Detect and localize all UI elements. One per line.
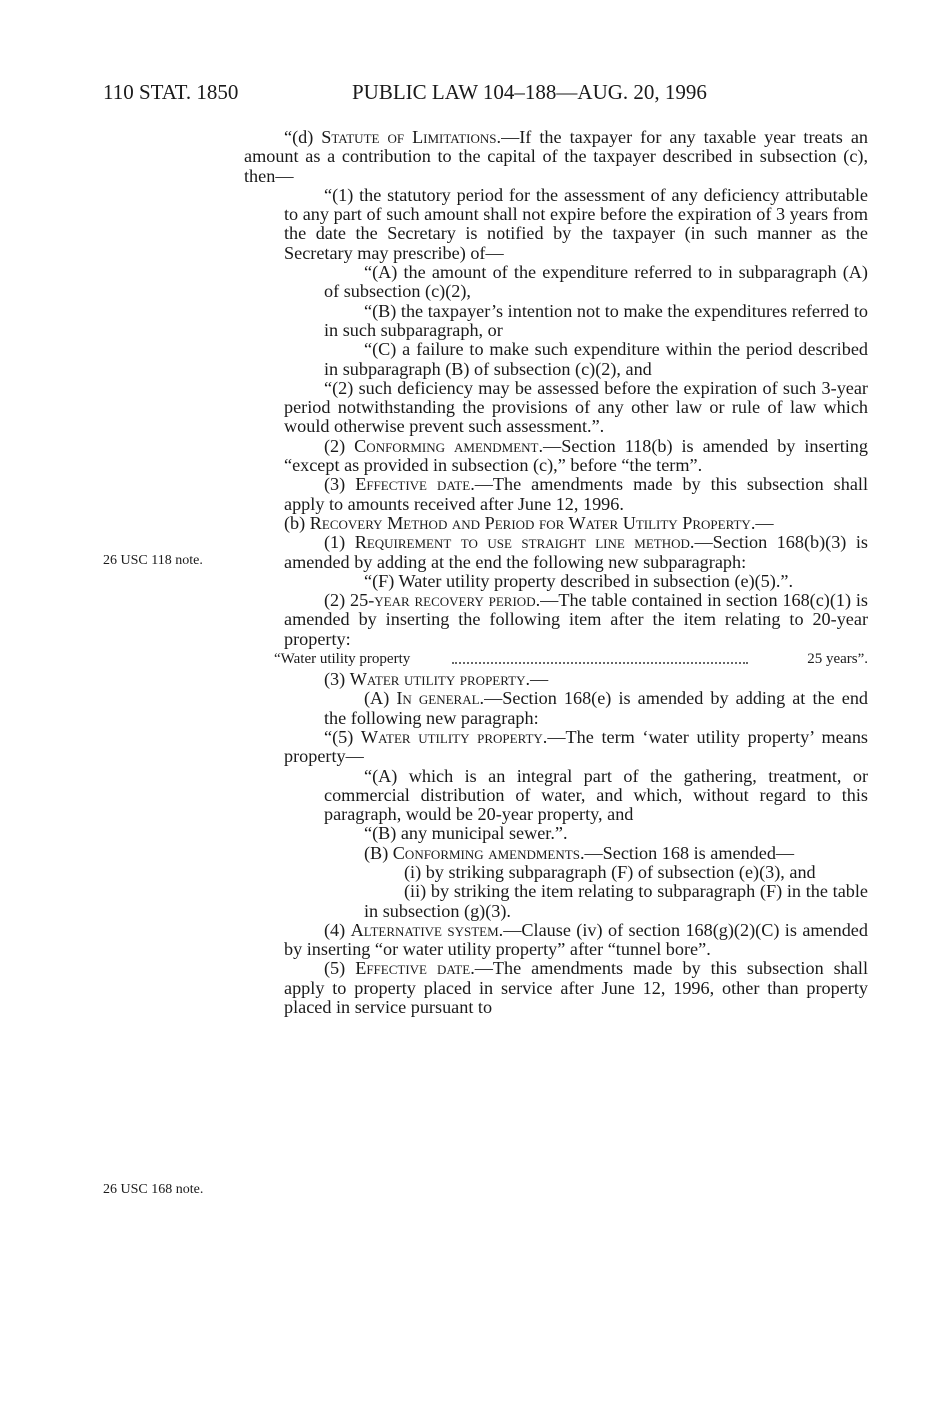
subparagraph-d-A: “(A) the amount of the expenditure referred to in subparagraph (A) of subsection (c)(2), bbox=[324, 262, 868, 302]
quoted-paragraph-5: “(5) Water utility property.—The term ‘water utility property’ means property— bbox=[284, 726, 868, 767]
dot-leader bbox=[452, 662, 748, 664]
clause-ii: (ii) by striking the item relating to subparagraph (F) in the table in subsection (g)(3). bbox=[364, 881, 868, 921]
margin-note-168: 26 USC 168 note. bbox=[103, 1182, 204, 1197]
page-header bbox=[0, 80, 946, 110]
statute-body bbox=[244, 128, 868, 1017]
paragraph-a-3: (3) Effective date.—The amendments made by this subsection shall apply to amounts received after June 12, 1996. bbox=[284, 474, 868, 514]
subsection-d: “(d) Statute of Limitations.—If the taxpayer for any taxable year treats an amount as a contribution to the capital of the taxpayer described in subsection (c), then— bbox=[244, 127, 868, 186]
paragraph-b-2: (2) 25-year recovery period.—The table contained in section 168(c)(1) is amended by inserting the following item after the item relating to 20-year property: bbox=[284, 590, 869, 649]
quoted-subparagraph-5-A: “(A) which is an integral part of the gathering, treatment, or commercial distribution of water, and which, without regard to this paragraph, would be 20-year property, and bbox=[324, 765, 868, 825]
paragraph-b-3: (3) Water utility property.— bbox=[324, 669, 549, 690]
subsection-b: (b) Recovery Method and Period for Water Utility Property.— bbox=[284, 512, 774, 533]
clause-i: (i) by striking subparagraph (F) of subsection (e)(3), and bbox=[404, 861, 816, 882]
quoted-subparagraph-5-B: “(B) any municipal sewer.”. bbox=[364, 823, 568, 844]
quoted-subparagraph-F: “(F) Water utility property described in subsection (e)(5).”. bbox=[364, 570, 794, 591]
subparagraph-d-B: “(B) the taxpayer’s intention not to make the expenditures referred to in such subparagraph, or bbox=[324, 300, 868, 340]
table-item-label: “Water utility property bbox=[274, 651, 411, 668]
paragraph-b-1: (1) Requirement to use straight line method.—Section 168(b)(3) is amended by adding at the end the following new subparagraph: bbox=[284, 532, 868, 572]
subparagraph-b-3-B: (B) Conforming amendments.—Section 168 is amended— bbox=[364, 842, 795, 863]
paragraph-d-1: “(1) the statutory period for the assessment of any deficiency attributable to any part of such amount shall not expire before the expiration of 3 years from the date the Secretary is notified by the taxpayer (in such manner as the Secretary may prescribe) of— bbox=[284, 184, 868, 263]
paragraph-d-2: “(2) such deficiency may be assessed before the expiration of such 3-year period notwithstanding the provisions of any other law or rule of law which would otherwise prevent such assessment.”. bbox=[284, 377, 868, 437]
paragraph-a-2: (2) Conforming amendment.—Section 118(b) is amended by inserting “except as provided in subsection (c),” before “the term”. bbox=[284, 435, 868, 476]
table-row bbox=[274, 649, 868, 669]
paragraph-b-5: (5) Effective date.—The amendments made by this subsection shall apply to property placed in service after June 12, 1996, other than property placed in service pursuant to bbox=[284, 958, 868, 1018]
stat-reference: 110 STAT. 1850 bbox=[103, 80, 239, 104]
table-item-value: 25 years”. bbox=[807, 651, 868, 668]
law-title: PUBLIC LAW 104–188—AUG. 20, 1996 bbox=[352, 80, 707, 104]
margin-note-118: 26 USC 118 note. bbox=[103, 553, 203, 568]
paragraph-b-4: (4) Alternative system.—Clause (iv) of section 168(g)(2)(C) is amended by inserting “or water utility property” after “tunnel bore”. bbox=[284, 919, 868, 960]
subparagraph-b-3-A: (A) In general.—Section 168(e) is amended by adding at the end the following new paragraph: bbox=[324, 688, 869, 728]
subparagraph-d-C: “(C) a failure to make such expenditure within the period described in subparagraph (B) of subsection (c)(2), and bbox=[324, 339, 868, 379]
